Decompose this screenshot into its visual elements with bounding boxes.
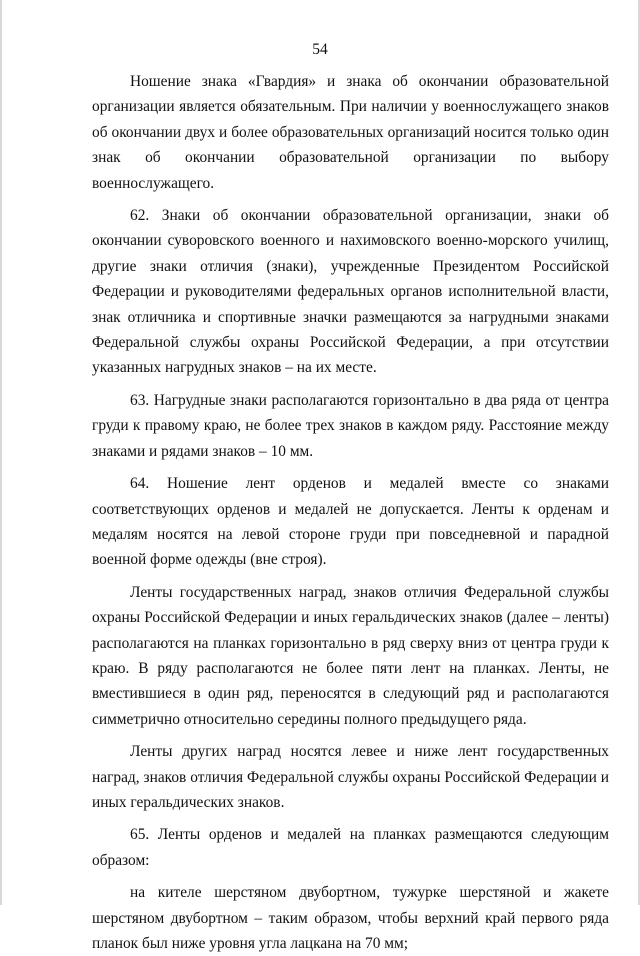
paragraph-guard-badge: Ношение знака «Гвардия» и знака об окончании образовательной организации является обязательным. При наличии у военнослужащего знаков об окончании двух и более образовательных организаций носится только один знак об окончании образовательной организации по выбору военнослужащего.: [92, 73, 609, 192]
paragraph-other-ribbons: Ленты других наград носятся левее и ниже лент государственных наград, знаков отличия Федеральной службы охраны Российской Федерации и иных геральдических знаков.: [92, 743, 609, 811]
paragraph-65: 65. Ленты орденов и медалей на планках размещаются следующим образом:: [92, 826, 609, 869]
document-body: [92, 69, 609, 956]
paragraph-62: 62. Знаки об окончании образовательной организации, знаки об окончании суворовского военного и нахимовского военно-морского училищ, другие знаки отличия (знаки), учрежденные Президентом Российской Федерации и руководителями федеральных органов исполнительной власти, знак отличника и спортивные значки размещаются за нагрудными знаками Федеральной службы охраны Российской Федерации, а при отсутствии указанных нагрудных знаков – на их месте.: [92, 207, 609, 377]
paragraph-ribbons-placement: Ленты государственных наград, знаков отличия Федеральной службы охраны Российской Федерации и иных геральдических знаков (далее – ленты) располагаются на планках горизонтально в ряд сверху вниз от центра груди к краю. В ряду располагаются не более пяти лент на планках. Ленты, не вместившиеся в один ряд, переносятся в следующий ряд и располагаются симметрично относительно середины полного предыдущего ряда.: [92, 583, 609, 728]
paragraph-64: 64. Ношение лент орденов и медалей вместе со знаками соответствующих орденов и медалей не допускается. Ленты к орденам и медалям носятся на левой стороне груди при повседневной и парадной военной форме одежды (вне строя).: [92, 475, 609, 569]
scan-edge-left: [0, 0, 2, 905]
page-number: 54: [312, 41, 328, 58]
paragraph-63: 63. Нагрудные знаки располагаются горизонтально в два ряда от центра груди к правому краю, не более трех знаков в каждом ряду. Расстояние между знаками и рядами знаков – 10 мм.: [92, 391, 609, 460]
paragraph-65-tunic: на кителе шерстяном двубортном, тужурке шерстяной и жакете шерстяном двубортном – таким образом, чтобы верхний край первого ряда планок был ниже уровня угла лацкана на 70 мм;: [92, 884, 609, 952]
